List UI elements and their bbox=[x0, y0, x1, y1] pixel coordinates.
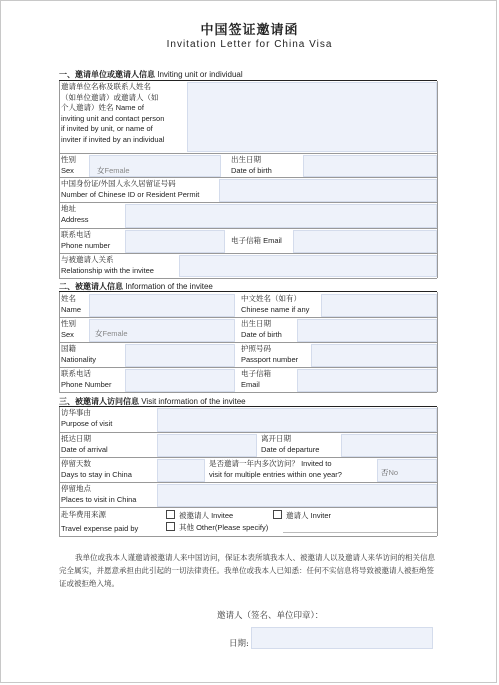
guarantee-statement: 我单位或我本人谨邀请被邀请人来中国访问，保证本表所填我本人、被邀请人以及邀请人来华访问的相关信息完全属实，并愿意承担由此引起的一切法律责任。我单位或我本人已知悉：任何不实信息将导致被邀请人被拒绝签证或被拒绝入境。 bbox=[59, 553, 435, 588]
inviter-dob-field[interactable] bbox=[303, 155, 437, 177]
inviter-relationship-label: 与被邀请人关系 Relationship with the invitee bbox=[61, 255, 154, 275]
expense-option-inviter[interactable]: 邀请人 Inviter bbox=[273, 510, 331, 521]
invitee-name-field[interactable] bbox=[89, 294, 235, 317]
section2-heading-cn: 二、被邀请人信息 bbox=[59, 282, 123, 291]
expense-option-other[interactable]: 其他 Other(Please specify) bbox=[166, 522, 268, 533]
grid-line bbox=[59, 153, 437, 154]
invitee-chinese-name-label: 中文姓名（如有） Chinese name if any bbox=[241, 294, 310, 314]
grid-line bbox=[59, 482, 437, 483]
invitee-email-label: 电子信箱 Email bbox=[241, 369, 271, 389]
inviter-email-label: 电子信箱 Email bbox=[231, 236, 282, 245]
places-label: 停留地点 Places to visit in China bbox=[61, 484, 137, 504]
arrival-field[interactable] bbox=[157, 434, 257, 457]
section2-rule bbox=[59, 291, 437, 292]
invitee-dob-label: 出生日期 Date of birth bbox=[241, 319, 282, 339]
grid-line bbox=[59, 177, 437, 178]
days-label: 停留天数 Days to stay in China bbox=[61, 459, 132, 479]
inviter-checkbox[interactable] bbox=[273, 510, 282, 519]
inviter-name-label: 邀请单位名称及联系人姓名 （如单位邀请）或邀请人（如 个人邀请）姓名 Name of inviting unit and contact person if invited by unit, or name of inviter if invited by an individual bbox=[61, 82, 165, 144]
title-chinese: 中国签证邀请函 bbox=[200, 23, 299, 38]
section3-heading-en: Visit information of the invitee bbox=[141, 397, 246, 406]
section1-heading-en: Inviting unit or individual bbox=[157, 70, 243, 79]
grid-line bbox=[59, 81, 60, 278]
grid-line bbox=[59, 253, 437, 254]
grid-line bbox=[59, 457, 437, 458]
expense-label: 赴华费用来源 Travel expense paid by bbox=[61, 510, 139, 533]
grid-line bbox=[59, 292, 60, 392]
date-label: 日期: bbox=[229, 639, 249, 649]
multiple-entries-value: 否No bbox=[381, 468, 399, 477]
invitee-sex-label: 性别 Sex bbox=[61, 319, 76, 339]
invitee-email-field[interactable] bbox=[297, 369, 437, 392]
grid-line bbox=[59, 407, 60, 536]
inviter-id-field[interactable] bbox=[219, 179, 437, 202]
grid-line bbox=[59, 432, 437, 433]
inviter-sex-label: 性别 Sex bbox=[61, 155, 76, 175]
section2-heading-en: Information of the invitee bbox=[125, 282, 213, 291]
inviter-relationship-field[interactable] bbox=[179, 255, 437, 277]
section1-heading-cn: 一、邀请单位或邀请人信息 bbox=[59, 70, 155, 79]
grid-line bbox=[437, 81, 438, 278]
grid-line bbox=[59, 278, 437, 279]
invitee-nationality-field[interactable] bbox=[125, 344, 235, 367]
invitee-passport-field[interactable] bbox=[311, 344, 437, 367]
grid-line bbox=[59, 367, 437, 368]
grid-line bbox=[59, 342, 437, 343]
invitee-sex-value: 女Female bbox=[95, 329, 128, 338]
grid-line bbox=[437, 407, 438, 536]
invitee-checkbox[interactable] bbox=[166, 510, 175, 519]
grid-line bbox=[59, 202, 437, 203]
invitee-phone-label: 联系电话 Phone Number bbox=[61, 369, 112, 389]
section1-heading bbox=[59, 69, 437, 80]
inviter-name-field[interactable] bbox=[187, 82, 437, 152]
invitee-chinese-name-field[interactable] bbox=[321, 294, 437, 317]
inviter-sex-value: 女Female bbox=[97, 166, 130, 175]
purpose-field[interactable] bbox=[157, 408, 437, 432]
grid-line bbox=[59, 228, 437, 229]
departure-label: 离开日期 Date of departure bbox=[261, 434, 320, 454]
inviter-email-field[interactable] bbox=[293, 230, 437, 253]
invitee-phone-field[interactable] bbox=[125, 369, 235, 392]
purpose-label: 访华事由 Purpose of visit bbox=[61, 408, 113, 428]
grid-line bbox=[59, 507, 437, 508]
inviter-address-field[interactable] bbox=[125, 204, 437, 228]
grid-line bbox=[59, 392, 437, 393]
expense-option-invitee[interactable]: 被邀请人 Invitee bbox=[166, 510, 233, 521]
inviter-phone-label: 联系电话 Phone number bbox=[61, 230, 111, 250]
other-specify-field[interactable] bbox=[283, 521, 437, 533]
grid-line bbox=[437, 292, 438, 392]
invitee-nationality-label: 国籍 Nationality bbox=[61, 344, 97, 364]
invitee-dob-field[interactable] bbox=[297, 319, 437, 342]
inviter-dob-label: 出生日期 Date of birth bbox=[231, 155, 272, 175]
invitee-name-label: 姓名 Name bbox=[61, 294, 82, 314]
days-field[interactable] bbox=[157, 459, 205, 482]
places-field[interactable] bbox=[157, 484, 437, 507]
title-english: Invitation Letter for China Visa bbox=[166, 39, 333, 50]
departure-field[interactable] bbox=[341, 434, 437, 457]
date-field[interactable] bbox=[251, 627, 433, 649]
invitee-passport-label: 护照号码 Passport number bbox=[241, 344, 299, 364]
arrival-label: 抵达日期 Date of arrival bbox=[61, 434, 108, 454]
inviter-id-label: 中国身份证/外国人永久居留证号码 Number of Chinese ID or Resident Permit bbox=[61, 179, 200, 199]
inviter-phone-field[interactable] bbox=[125, 230, 225, 253]
multiple-entries-label: 是否邀请一年内多次访问？ Invited to visit for multiple entries within one year? bbox=[209, 459, 342, 479]
grid-line bbox=[59, 317, 437, 318]
grid-line bbox=[59, 536, 437, 537]
signature-label: 邀请人（签名、单位印章）： bbox=[217, 611, 324, 621]
other-checkbox[interactable] bbox=[166, 522, 175, 531]
section3-heading-cn: 三、被邀请人访问信息 bbox=[59, 397, 139, 406]
inviter-address-label: 地址 Address bbox=[61, 204, 89, 224]
